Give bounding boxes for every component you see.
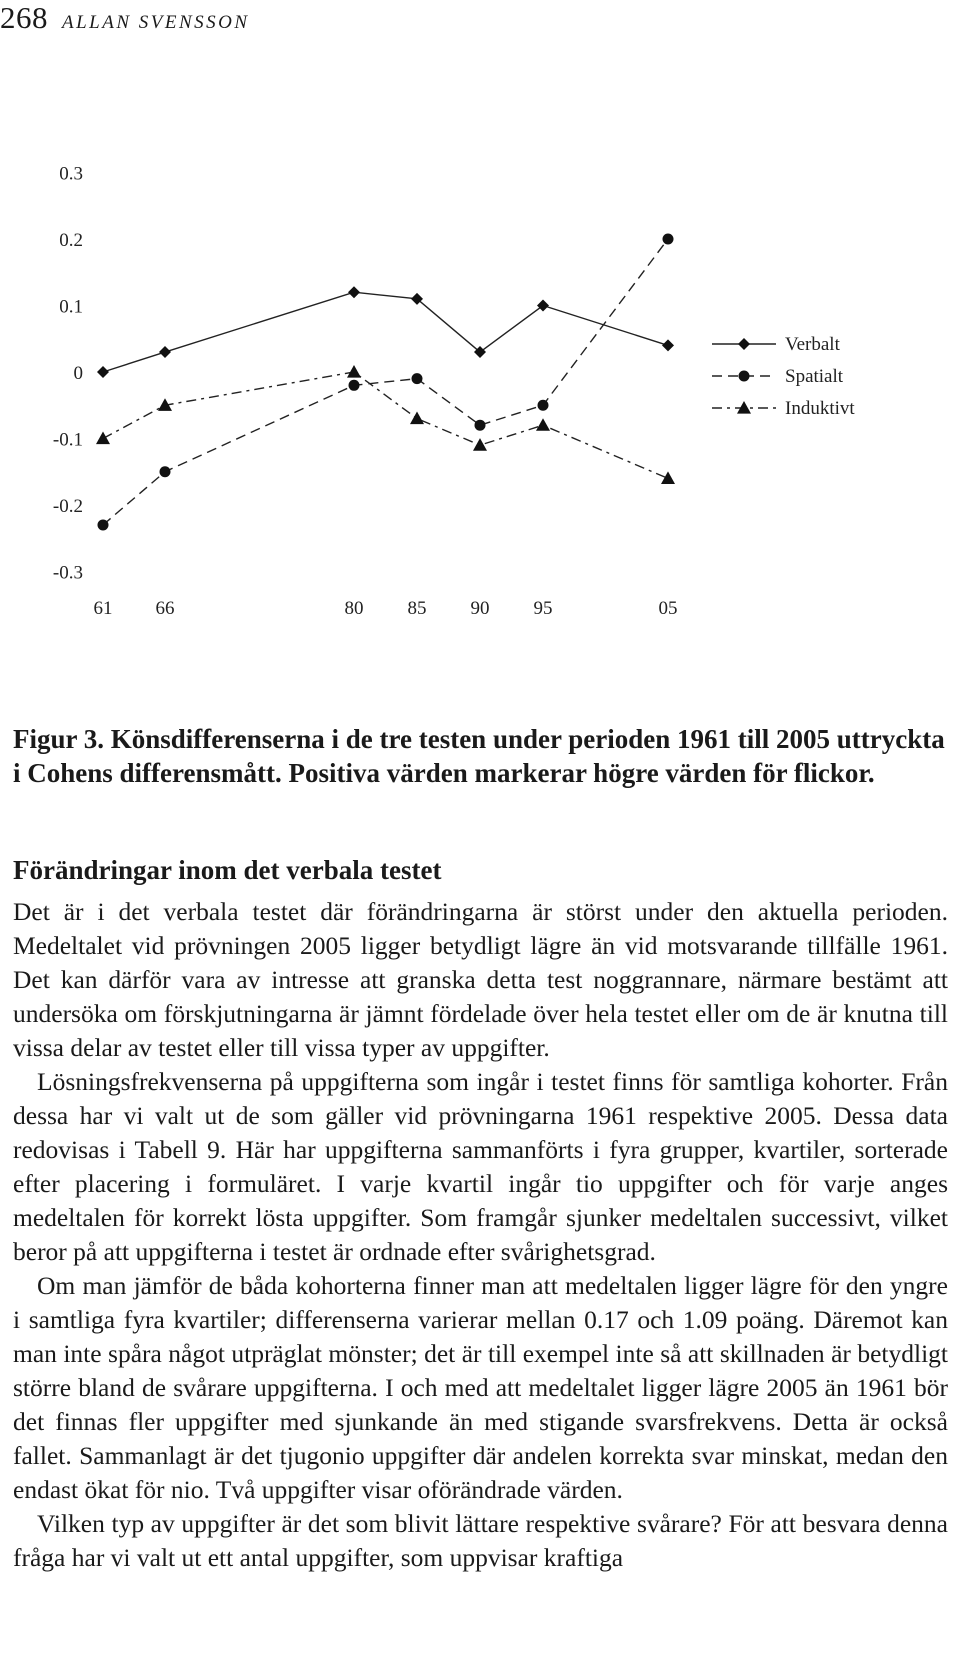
data-point-spatialt bbox=[538, 400, 549, 411]
section-heading: Förändringar inom det verbala testet bbox=[13, 855, 442, 885]
x-tick-label: 95 bbox=[533, 598, 553, 619]
page-number: 268 bbox=[0, 0, 48, 35]
paragraph: Lösningsfrekvenserna på uppgifterna som ingår i testet finns för samtliga kohorter. Från dessa har vi valt ut de som gäller vid prövningarna 1961 respektive 2005. Dessa data redovisas i Tabell 9. Här har uppgifterna sammanförts i fyra grupper, kvartiler, sorterade efter placering i formuläret. I varje kvartil ingår tio uppgifter och för varje anges medeltalen för korrekt lösta uppgifter. Som framgår sjunker medeltalen successivt, vilket beror på att uppgifterna i testet är ordnade efter svårighetsgrad. bbox=[13, 1067, 948, 1266]
running-head-author: ALLAN SVENSSON bbox=[62, 12, 250, 33]
legend-label-induktivt: Induktivt bbox=[785, 398, 855, 419]
x-tick-label: 61 bbox=[93, 598, 113, 619]
data-point-spatialt bbox=[98, 519, 109, 530]
series-line-spatialt bbox=[103, 239, 668, 525]
line-chart bbox=[0, 150, 960, 670]
data-point-verbalt bbox=[97, 366, 109, 378]
legend-marker-verbalt bbox=[738, 338, 750, 350]
x-tick-label: 85 bbox=[407, 598, 427, 619]
chart-legend bbox=[712, 334, 855, 419]
data-point-spatialt bbox=[663, 234, 674, 245]
paragraph: Vilken typ av uppgifter är det som blivit lättare respektive svårare? För att besvara denna fråga har vi valt ut ett antal uppgifter, som uppvisar kraftiga bbox=[13, 1509, 948, 1572]
y-tick-label: 0 bbox=[73, 363, 83, 384]
series-line-verbalt bbox=[103, 292, 668, 372]
data-point-spatialt bbox=[160, 466, 171, 477]
x-tick-label: 80 bbox=[344, 598, 364, 619]
legend-marker-spatialt bbox=[739, 371, 750, 382]
data-point-verbalt bbox=[537, 300, 549, 312]
paragraph: Det är i det verbala testet där förändringarna är störst under den aktuella perioden. Medeltalet vid prövningen 2005 ligger betydligt lägre än vid motsvarande tillfälle 1961. Det kan därför vara av intresse att granska detta test noggrannare, närmare bestämt att undersöka om förskjutningarna är jämnt fördelade över hela testet eller om de är knutna till vissa delar av testet eller till vissa typer av uppgifter. bbox=[13, 897, 948, 1062]
x-tick-label: 66 bbox=[155, 598, 175, 619]
data-point-verbalt bbox=[159, 346, 171, 358]
y-tick-label: -0.1 bbox=[52, 429, 83, 451]
series-layer bbox=[96, 234, 675, 531]
x-axis-ticks bbox=[94, 598, 678, 619]
y-axis-ticks bbox=[53, 164, 83, 584]
legend-label-verbalt: Verbalt bbox=[785, 334, 840, 355]
paragraph: Om man jämför de båda kohorterna finner man att medeltalen ligger lägre för den yngre i samtliga fyra kvartiler; differenserna varierar mellan 0.17 och 1.09 poäng. Däremot kan man inte spåra något utpräglat mönster; det är till exempel inte så att skillnaden är betydligt större bland de svårare uppgifterna. I och med att medeltalet ligger lägre 2005 än 1961 bör det finnas fler uppgifter med sjunkande än med stigande svarsfrekvens. Detta är också fallet. Sammanlagt är det tjugonio uppgifter där andelen korrekta svar minskat, medan den endast ökat för nio. Två uppgifter visar oförändrade värden. bbox=[13, 1271, 948, 1504]
body-text bbox=[13, 895, 948, 1575]
figure-caption: Figur 3. Könsdifferenserna i de tre testen under perioden 1961 till 2005 uttryckta i Cohens differensmått. Positiva värden markerar högre värden för flickor. bbox=[13, 724, 945, 788]
data-point-spatialt bbox=[475, 420, 486, 431]
data-point-induktivt bbox=[536, 418, 550, 431]
page-header bbox=[0, 0, 250, 48]
y-tick-label: 0.1 bbox=[59, 296, 83, 318]
series-line-induktivt bbox=[103, 372, 668, 478]
data-point-spatialt bbox=[412, 373, 423, 384]
data-point-verbalt bbox=[662, 339, 674, 351]
data-point-verbalt bbox=[348, 286, 360, 298]
data-point-induktivt bbox=[661, 471, 675, 484]
x-tick-label: 05 bbox=[658, 598, 678, 619]
data-point-induktivt bbox=[473, 438, 487, 451]
y-tick-label: -0.2 bbox=[52, 496, 83, 517]
y-tick-label: -0.3 bbox=[52, 562, 83, 584]
legend-label-spatialt: Spatialt bbox=[785, 366, 844, 387]
data-point-spatialt bbox=[349, 380, 360, 391]
y-tick-label: 0.2 bbox=[59, 230, 83, 251]
x-tick-label: 90 bbox=[470, 598, 490, 619]
y-tick-label: 0.3 bbox=[59, 163, 83, 185]
data-point-induktivt bbox=[96, 432, 110, 445]
data-point-induktivt bbox=[410, 412, 424, 425]
data-point-induktivt bbox=[347, 365, 361, 378]
